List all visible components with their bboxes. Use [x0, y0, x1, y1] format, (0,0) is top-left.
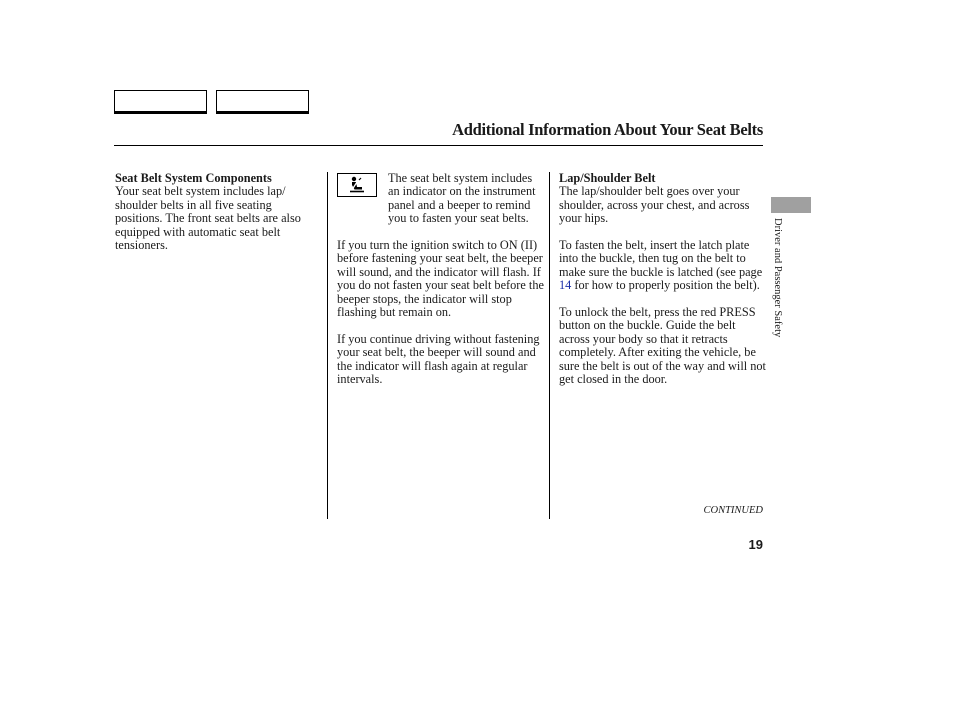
section-heading-components: Seat Belt System Components: [115, 171, 272, 185]
ignition-paragraph: If you turn the ignition switch to ON (II) before fastening your seat belt, the beeper will sound, and the indicator will flash. If you do not fasten your seat belt before the beeper stops, the indicator will stop flashing but remain on.: [337, 238, 544, 320]
column-middle: [337, 172, 545, 400]
fasten-text-end: for how to properly position the belt).: [571, 278, 760, 293]
section-label: Driver and Passenger Safety: [772, 218, 783, 338]
page-number: 19: [748, 537, 763, 552]
fasten-paragraph: [559, 239, 767, 293]
nav-button-contents[interactable]: [114, 90, 207, 114]
column-divider: [549, 172, 550, 519]
column-right: [559, 172, 767, 400]
nav-button-index[interactable]: [216, 90, 309, 114]
unlock-paragraph: To unlock the belt, press the red PRESS button on the buckle. Guide the belt across your body so that it retracts completely. After exiting the vehicle, be sure the belt is out of the way and will not get closed in the door.: [559, 305, 766, 387]
components-text: Your seat belt system includes lap/ shoulder belts in all five seating positions. The front seat belts are also equipped with automatic seat belt tensioners.: [115, 184, 301, 253]
continued-label: CONTINUED: [703, 505, 763, 516]
indicator-intro-text: The seat belt system includes an indicator on the instrument panel and a beeper to remind you to fasten your seat belts.: [388, 171, 536, 226]
page-title: Additional Information About Your Seat Belts: [452, 120, 763, 139]
section-heading-lap-shoulder: Lap/Shoulder Belt: [559, 171, 656, 185]
page-link[interactable]: 14: [559, 278, 572, 293]
title-rule: [114, 145, 763, 146]
column-divider: [327, 172, 328, 519]
seat-belt-reminder-icon: [337, 173, 377, 197]
lap-shoulder-paragraph: The lap/shoulder belt goes over your shoulder, across your chest, and across your hips.: [559, 184, 750, 226]
column-left: [115, 172, 315, 266]
section-tab[interactable]: [771, 197, 811, 213]
continue-driving-paragraph: If you continue driving without fastening your seat belt, the beeper will sound and the indicator will flash again at regular intervals.: [337, 331, 540, 387]
fasten-text-start: To fasten the belt, insert the latch plate into the buckle, then tug on the belt to make sure the buckle is latched (see page: [559, 238, 763, 279]
